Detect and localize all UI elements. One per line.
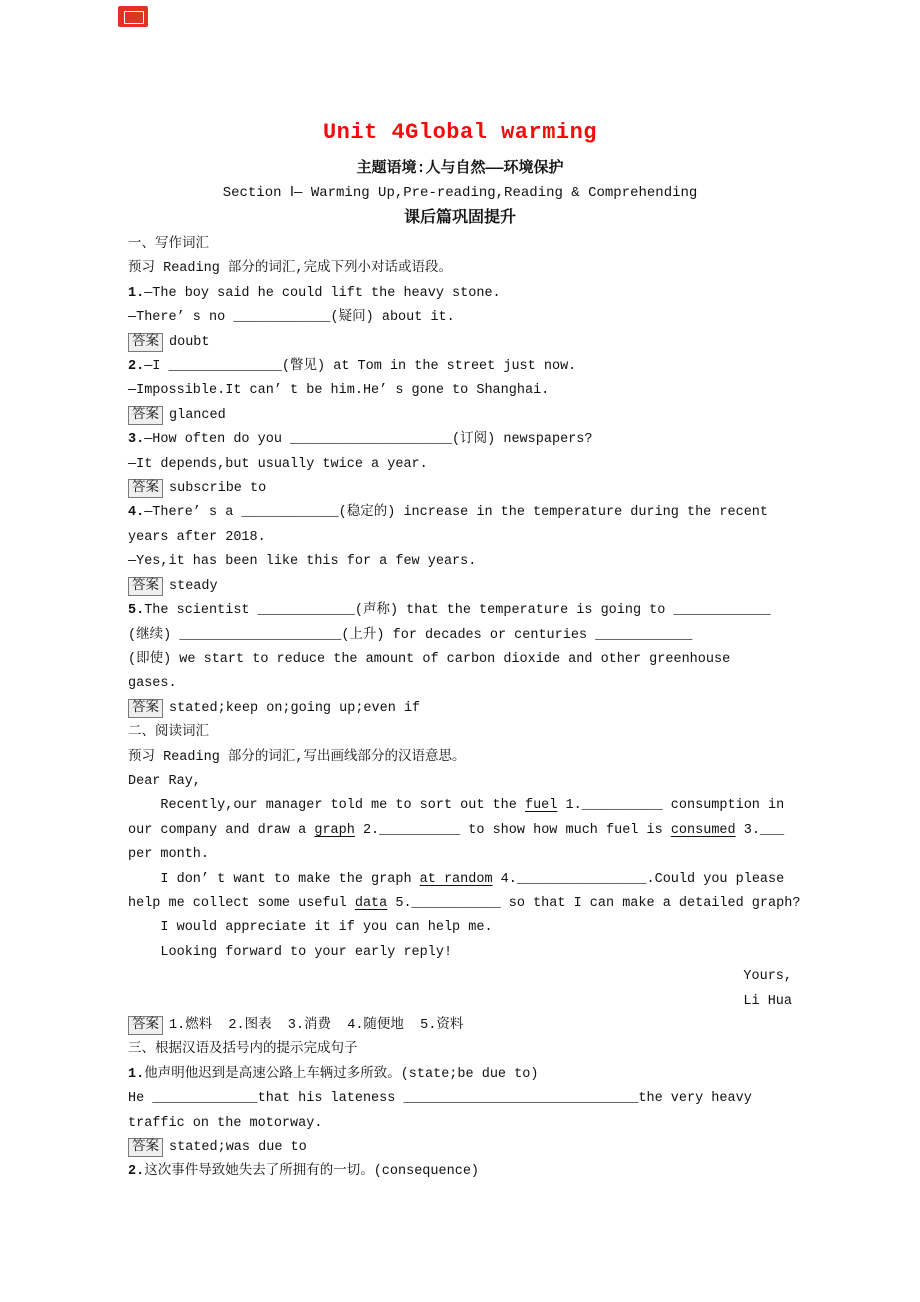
- underlined-word: graph: [314, 822, 355, 838]
- answer-line: [128, 404, 792, 428]
- question-line: [128, 355, 792, 379]
- question-continuation: gases.: [128, 676, 177, 692]
- section3-heading: 三、根据汉语及括号内的提示完成句子: [128, 1042, 358, 1058]
- dialogue-line: —There’ s no ____________(疑问) about it.: [128, 310, 455, 326]
- question-text: 他声明他迟到是高速公路上车辆过多所致。(state;be due to): [144, 1066, 539, 1082]
- text-segment: 4.________________.Could you please: [492, 871, 785, 887]
- passage-line: per month.: [128, 847, 210, 863]
- passage-line: [128, 892, 801, 916]
- fill-in-line: He _____________that his lateness _____________________________the very heavy: [128, 1091, 752, 1107]
- answer-label: 答案: [128, 1138, 163, 1157]
- passage-line: I would appreciate it if you can help me.: [128, 920, 493, 936]
- answer-label: 答案: [128, 333, 163, 352]
- red-corner-logo-icon: [118, 6, 148, 27]
- course-line: 课后篇巩固提升: [403, 209, 516, 227]
- unit-title: Unit 4Global warming: [322, 120, 598, 145]
- question-text: —The boy said he could lift the heavy stone.: [144, 285, 501, 301]
- theme-line: 主题语境:人与自然——环境保护: [356, 160, 564, 177]
- dialogue-line: —It depends,but usually twice a year.: [128, 456, 428, 472]
- question-number: 2.: [128, 359, 145, 375]
- question-text: —I ______________(瞥见) at Tom in the street just now.: [144, 359, 577, 375]
- answer-line: [128, 697, 792, 721]
- question-number: 4.: [128, 505, 145, 521]
- fill-in-line: traffic on the motorway.: [128, 1115, 323, 1131]
- question-continuation: years after 2018.: [128, 529, 266, 545]
- answer-text: steady: [169, 578, 218, 594]
- answer-label: 答案: [128, 699, 163, 718]
- question-line: [128, 428, 792, 452]
- letter-salutation: Dear Ray,: [128, 773, 201, 789]
- question-continuation: (即使) we start to reduce the amount of carbon dioxide and other greenhouse: [128, 651, 731, 667]
- passage-line: [128, 794, 792, 818]
- question-number: 5.: [128, 603, 145, 619]
- section1-intro: 预习 Reading 部分的词汇,完成下列小对话或语段。: [128, 261, 453, 277]
- underlined-word: fuel: [524, 798, 558, 814]
- text-segment: our company and draw a: [128, 822, 315, 838]
- answer-line: [128, 575, 792, 599]
- question-number: 2.: [128, 1164, 145, 1180]
- answer-line: [128, 1014, 792, 1038]
- answer-text: 1.燃料 2.图表 3.消费 4.随便地 5.资料: [169, 1018, 464, 1033]
- answer-line: [128, 477, 792, 501]
- answer-label: 答案: [128, 1016, 163, 1035]
- answer-text: doubt: [169, 334, 210, 350]
- passage-line: [128, 819, 792, 843]
- answer-line: [128, 331, 792, 355]
- text-segment: Recently,our manager told me to sort out the: [128, 798, 525, 814]
- underlined-word: data: [354, 895, 388, 911]
- dialogue-line: —Yes,it has been like this for a few years.: [128, 554, 477, 570]
- underlined-word: at random: [419, 871, 493, 887]
- passage-line: [128, 868, 792, 892]
- question-line: [128, 599, 792, 623]
- question-line: [128, 1063, 792, 1087]
- answer-label: 答案: [128, 406, 163, 425]
- passage-line: Looking forward to your early reply!: [128, 944, 453, 960]
- text-segment: help me collect some useful: [128, 895, 355, 911]
- question-number: 3.: [128, 432, 145, 448]
- section-line: Section Ⅰ— Warming Up,Pre-reading,Reading & Comprehending: [222, 185, 698, 201]
- question-continuation: (继续) ____________________(上升) for decades or centuries ____________: [128, 627, 693, 643]
- question-text: 这次事件导致她失去了所拥有的一切。(consequence): [144, 1164, 480, 1180]
- text-segment: 5.___________ so that I can make a detailed graph?: [387, 895, 801, 911]
- document-body: [128, 233, 801, 1185]
- section2-heading: 二、阅读词汇: [128, 725, 209, 741]
- answer-label: 答案: [128, 479, 163, 498]
- question-line: [128, 282, 792, 306]
- answer-text: stated;was due to: [169, 1140, 307, 1156]
- letter-closing: Yours,: [743, 969, 792, 985]
- section2-intro: 预习 Reading 部分的词汇,写出画线部分的汉语意思。: [128, 749, 466, 765]
- answer-text: subscribe to: [169, 481, 267, 497]
- question-line: [128, 501, 792, 525]
- answer-label: 答案: [128, 577, 163, 596]
- section1-heading: 一、写作词汇: [128, 237, 209, 252]
- text-segment: 1.__________ consumption in: [557, 798, 785, 814]
- dialogue-line: —Impossible.It can’ t be him.He’ s gone to Shanghai.: [128, 383, 550, 399]
- question-line: [128, 1160, 792, 1184]
- question-number: 1.: [128, 285, 145, 301]
- text-segment: 2.__________ to show how much fuel is: [354, 822, 671, 838]
- text-segment: I don’ t want to make the graph: [128, 871, 420, 887]
- question-text: The scientist ____________(声称) that the temperature is going to ____________: [144, 603, 771, 619]
- question-text: —There’ s a ____________(稳定的) increase in the temperature during the recent: [144, 505, 768, 521]
- letter-signature: Li Hua: [743, 993, 792, 1009]
- question-text: —How often do you ____________________(订阅) newspapers?: [144, 432, 593, 448]
- answer-text: stated;keep on;going up;even if: [169, 700, 421, 716]
- question-number: 1.: [128, 1066, 145, 1082]
- answer-line: [128, 1136, 792, 1160]
- underlined-word: consumed: [670, 822, 736, 838]
- text-segment: 3.___: [735, 822, 785, 838]
- answer-text: glanced: [169, 407, 226, 423]
